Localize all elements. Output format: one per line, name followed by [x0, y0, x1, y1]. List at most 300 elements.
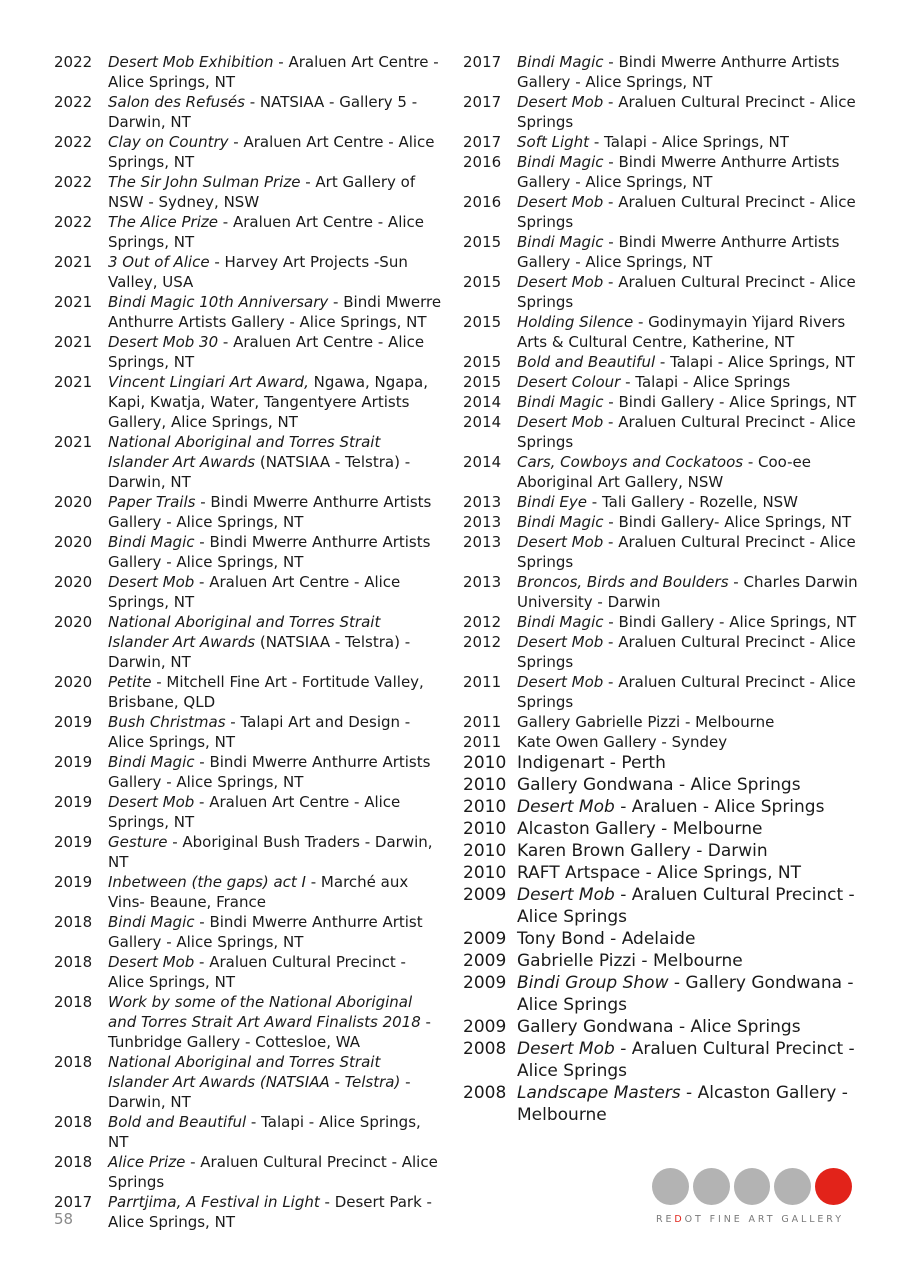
exhibition-entry: [463, 452, 863, 492]
exhibition-title: Bindi Magic: [108, 533, 195, 551]
exhibition-entry: [463, 950, 863, 972]
exhibition-title: Desert Mob: [517, 93, 604, 111]
page-number: 58: [54, 1210, 74, 1228]
exhibition-year: 2020: [54, 613, 93, 631]
exhibition-venue: - Godinymayin Yijard Rivers Arts & Cultural Centre, Katherine, NT: [517, 313, 846, 351]
exhibition-year: 2019: [54, 753, 93, 771]
exhibition-title: Landscape Masters: [517, 1083, 681, 1103]
exhibition-venue: - Araluen Cultural Precinct - Alice Springs, NT: [108, 953, 406, 991]
exhibition-year: 2015: [463, 373, 502, 391]
redot-gallery-logo: [652, 1168, 852, 1225]
exhibition-description: [108, 92, 442, 132]
exhibition-year: 2018: [54, 1153, 93, 1171]
exhibition-venue: - Bindi Mwerre Anthurre Artists Gallery - Alice Springs, NT: [108, 293, 442, 331]
exhibition-entry: [54, 292, 442, 332]
exhibition-year: 2021: [54, 293, 93, 311]
exhibition-title: Desert Mob: [517, 193, 604, 211]
exhibition-title: Vincent Lingiari Art Award,: [108, 373, 309, 391]
exhibition-year: 2020: [54, 573, 93, 591]
exhibition-entry: [463, 1038, 863, 1082]
exhibitions-column-left: [54, 52, 442, 1232]
exhibition-entry: [54, 1052, 442, 1112]
exhibition-title: Holding Silence: [517, 313, 634, 331]
exhibition-year: 2009: [463, 1017, 507, 1037]
exhibition-description: [108, 432, 442, 492]
exhibition-venue: - Araluen Art Centre - Alice Springs, NT: [108, 333, 425, 371]
exhibition-entry: [463, 352, 863, 372]
exhibition-venue: - Bindi Mwerre Anthurre Artists Gallery - Alice Springs, NT: [517, 233, 840, 271]
exhibition-venue: - Araluen Cultural Precinct - Alice Springs: [517, 885, 855, 927]
exhibition-title: The Alice Prize: [108, 213, 218, 231]
exhibition-venue: - Art Gallery of NSW - Sydney, NSW: [108, 173, 416, 211]
exhibition-entry: [463, 672, 863, 712]
exhibition-venue: - Desert Park - Alice Springs, NT: [108, 1193, 432, 1231]
exhibition-title: National Aboriginal and Torres Strait Islander Art Awards: [108, 433, 381, 471]
exhibition-year: 2017: [463, 53, 502, 71]
exhibition-year: 2021: [54, 333, 93, 351]
exhibition-title: Bush Christmas: [108, 713, 226, 731]
exhibition-description: [517, 572, 863, 612]
exhibition-description: [108, 172, 442, 212]
exhibition-venue: - Darwin, NT: [108, 1073, 411, 1111]
exhibition-description: [517, 712, 863, 732]
exhibition-description: [108, 612, 442, 672]
exhibition-description: [108, 1052, 442, 1112]
exhibition-year: 2008: [463, 1039, 507, 1059]
exhibition-description: [517, 862, 863, 884]
exhibition-description: [517, 840, 863, 862]
exhibition-entry: [54, 792, 442, 832]
exhibition-description: [517, 1082, 863, 1126]
exhibition-entry: [463, 818, 863, 840]
exhibition-venue: - Araluen Art Centre - Alice Springs, NT: [108, 573, 401, 611]
exhibition-entry: [463, 152, 863, 192]
exhibition-venue: Gabrielle Pizzi - Melbourne: [517, 951, 743, 971]
exhibition-year: 2021: [54, 433, 93, 451]
exhibition-venue: Ngawa, Ngapa, Kapi, Kwatja, Water, Tangentyere Artists Gallery, Alice Springs, NT: [108, 373, 428, 431]
exhibition-entry: [463, 232, 863, 272]
exhibition-description: [108, 912, 442, 952]
logo-dot-grey: [652, 1168, 689, 1205]
exhibition-description: [108, 752, 442, 792]
exhibition-description: [108, 332, 442, 372]
exhibition-description: [517, 412, 863, 452]
exhibition-entry: [463, 192, 863, 232]
logo-dot-grey: [774, 1168, 811, 1205]
exhibition-title: Work by some of the National Aboriginal and Torres Strait Art Award Finalists 2018: [108, 993, 421, 1031]
exhibition-description: [517, 152, 863, 192]
exhibition-description: [517, 732, 863, 752]
exhibition-year: 2022: [54, 213, 93, 231]
exhibition-description: [517, 1038, 863, 1082]
exhibition-description: [517, 672, 863, 712]
exhibition-description: [108, 832, 442, 872]
exhibition-entry: [463, 412, 863, 452]
exhibition-venue: - Araluen Cultural Precinct - Alice Springs: [517, 673, 856, 711]
exhibition-entry: [54, 612, 442, 672]
exhibition-description: [108, 672, 442, 712]
exhibition-year: 2021: [54, 373, 93, 391]
exhibition-title: Desert Mob: [517, 885, 615, 905]
exhibition-description: [517, 512, 863, 532]
exhibition-year: 2010: [463, 819, 507, 839]
exhibition-title: Desert Mob: [108, 953, 195, 971]
logo-wordmark: REDOT FINE ART GALLERY: [656, 1214, 844, 1225]
exhibition-venue: - Araluen - Alice Springs: [614, 797, 825, 817]
exhibition-title: Broncos, Birds and Boulders: [517, 573, 729, 591]
exhibition-entry: [463, 972, 863, 1016]
exhibition-title: Desert Mob: [517, 273, 604, 291]
exhibition-entry: [54, 532, 442, 572]
exhibition-description: [108, 212, 442, 252]
exhibition-entry: [54, 92, 442, 132]
exhibition-description: [517, 52, 863, 92]
exhibition-venue: - Bindi Gallery- Alice Springs, NT: [603, 513, 852, 531]
exhibition-title: Bindi Magic: [517, 233, 604, 251]
exhibition-title: Bindi Magic: [108, 753, 195, 771]
exhibition-description: [517, 492, 863, 512]
exhibition-year: 2010: [463, 753, 507, 773]
exhibition-entry: [463, 928, 863, 950]
exhibition-venue: - Araluen Cultural Precinct - Alice Springs: [517, 273, 856, 311]
exhibition-description: [517, 272, 863, 312]
exhibition-description: [108, 992, 442, 1052]
exhibition-year: 2015: [463, 273, 502, 291]
exhibition-venue: (NATSIAA - Telstra) - Darwin, NT: [108, 453, 411, 491]
exhibition-entry: [463, 512, 863, 532]
exhibition-entry: [54, 172, 442, 212]
exhibition-title: Salon des Refusés: [108, 93, 245, 111]
exhibition-year: 2015: [463, 233, 502, 251]
exhibition-title: Bindi Eye: [517, 493, 588, 511]
exhibition-year: 2022: [54, 173, 93, 191]
exhibition-year: 2021: [54, 253, 93, 271]
exhibition-description: [517, 532, 863, 572]
exhibition-year: 2017: [54, 1193, 93, 1211]
exhibition-description: [108, 532, 442, 572]
exhibition-entry: [54, 952, 442, 992]
exhibition-year: 2015: [463, 313, 502, 331]
exhibition-entry: [463, 272, 863, 312]
exhibition-title: Parrtjima, A Festival in Light: [108, 1193, 320, 1211]
exhibition-year: 2019: [54, 833, 93, 851]
exhibition-description: [108, 252, 442, 292]
exhibition-title: Soft Light: [517, 133, 590, 151]
exhibition-venue: - Talapi - Alice Springs, NT: [655, 353, 855, 371]
exhibition-year: 2020: [54, 673, 93, 691]
exhibition-entry: [463, 132, 863, 152]
exhibition-year: 2016: [463, 153, 502, 171]
exhibition-entry: [463, 840, 863, 862]
exhibition-venue: - Gallery Gondwana - Alice Springs: [517, 973, 854, 1015]
exhibition-description: [517, 192, 863, 232]
exhibition-year: 2013: [463, 573, 502, 591]
exhibition-title: Bindi Magic 10th Anniversary: [108, 293, 329, 311]
exhibition-venue: (NATSIAA - Telstra) - Darwin, NT: [108, 633, 411, 671]
exhibition-entry: [463, 752, 863, 774]
exhibition-year: 2009: [463, 929, 507, 949]
exhibition-description: [517, 372, 863, 392]
exhibition-venue: - Araluen Cultural Precinct - Alice Springs: [517, 413, 856, 451]
exhibition-title: National Aboriginal and Torres Strait Islander Art Awards: [108, 613, 381, 651]
exhibition-year: 2008: [463, 1083, 507, 1103]
exhibition-title: Desert Mob: [517, 413, 604, 431]
exhibition-entry: [54, 332, 442, 372]
exhibition-venue: - Talapi - Alice Springs: [620, 373, 791, 391]
exhibition-title: Desert Mob: [517, 633, 604, 651]
exhibition-entry: [463, 372, 863, 392]
exhibition-year: 2019: [54, 713, 93, 731]
exhibition-year: 2009: [463, 885, 507, 905]
exhibition-entry: [463, 52, 863, 92]
exhibition-year: 2018: [54, 1113, 93, 1131]
exhibition-entry: [54, 132, 442, 172]
exhibition-venue: - Araluen Art Centre - Alice Springs, NT: [108, 793, 401, 831]
exhibition-year: 2022: [54, 133, 93, 151]
exhibition-title: Bindi Magic: [517, 53, 604, 71]
exhibition-venue: Karen Brown Gallery - Darwin: [517, 841, 768, 861]
exhibition-year: 2022: [54, 93, 93, 111]
exhibition-year: 2020: [54, 493, 93, 511]
exhibition-title: Bold and Beautiful: [108, 1113, 247, 1131]
logo-dot-grey: [693, 1168, 730, 1205]
exhibition-description: [108, 572, 442, 612]
exhibition-description: [517, 612, 863, 632]
exhibition-entry: [54, 212, 442, 252]
exhibition-title: Desert Mob: [108, 793, 195, 811]
exhibition-venue: - Alcaston Gallery - Melbourne: [517, 1083, 848, 1125]
exhibition-year: 2019: [54, 873, 93, 891]
exhibition-venue: - Araluen Cultural Precinct - Alice Springs: [517, 1039, 855, 1081]
exhibition-entry: [54, 752, 442, 792]
exhibition-venue: - Tunbridge Gallery - Cottesloe, WA: [108, 1013, 431, 1051]
exhibition-entry: [54, 992, 442, 1052]
exhibition-title: Desert Mob Exhibition: [108, 53, 274, 71]
exhibition-venue: - Araluen Cultural Precinct - Alice Springs: [517, 633, 856, 671]
exhibition-description: [517, 92, 863, 132]
exhibition-year: 2011: [463, 733, 502, 751]
exhibition-venue: - Bindi Mwerre Anthurre Artists Gallery - Alice Springs, NT: [108, 493, 432, 531]
exhibition-description: [108, 952, 442, 992]
exhibition-entry: [54, 432, 442, 492]
exhibition-entry: [54, 712, 442, 752]
exhibition-venue: - Marché aux Vins- Beaune, France: [108, 873, 409, 911]
exhibition-year: 2015: [463, 353, 502, 371]
exhibition-description: [517, 312, 863, 352]
exhibition-title: The Sir John Sulman Prize: [108, 173, 301, 191]
exhibition-venue: - Araluen Cultural Precinct - Alice Springs: [517, 193, 856, 231]
exhibition-description: [517, 392, 863, 412]
exhibition-year: 2010: [463, 775, 507, 795]
exhibition-description: [108, 132, 442, 172]
exhibition-venue: - Bindi Mwerre Anthurre Artists Gallery - Alice Springs, NT: [517, 53, 840, 91]
exhibition-year: 2012: [463, 613, 502, 631]
exhibition-entry: [54, 52, 442, 92]
exhibition-venue: - Bindi Mwerre Anthurre Artists Gallery - Alice Springs, NT: [517, 153, 840, 191]
exhibition-title: Desert Mob: [517, 533, 604, 551]
exhibition-description: [517, 452, 863, 492]
exhibition-title: Desert Mob: [517, 797, 615, 817]
exhibition-venue: Alcaston Gallery - Melbourne: [517, 819, 763, 839]
exhibition-description: [517, 352, 863, 372]
exhibition-entry: [463, 732, 863, 752]
exhibition-year: 2013: [463, 493, 502, 511]
exhibition-venue: - Talapi - Alice Springs, NT: [108, 1113, 421, 1151]
exhibition-title: 3 Out of Alice: [108, 253, 210, 271]
exhibition-venue: - Bindi Mwerre Anthurre Artists Gallery - Alice Springs, NT: [108, 753, 431, 791]
exhibition-venue: - Bindi Gallery - Alice Springs, NT: [603, 393, 857, 411]
exhibition-venue: - Bindi Gallery - Alice Springs, NT: [603, 613, 857, 631]
exhibition-description: [108, 1112, 442, 1152]
exhibition-description: [517, 232, 863, 272]
exhibition-year: 2011: [463, 713, 502, 731]
exhibition-description: [108, 52, 442, 92]
exhibition-entry: [463, 1082, 863, 1126]
exhibition-title: Desert Mob: [517, 1039, 615, 1059]
exhibition-description: [108, 872, 442, 912]
exhibition-venue: - Harvey Art Projects -Sun Valley, USA: [108, 253, 408, 291]
exhibition-title: Bindi Magic: [517, 153, 604, 171]
exhibition-entry: [54, 1152, 442, 1192]
exhibition-title: Desert Mob 30: [108, 333, 219, 351]
exhibition-entry: [463, 312, 863, 352]
exhibition-venue: - Mitchell Fine Art - Fortitude Valley, Brisbane, QLD: [108, 673, 424, 711]
exhibition-entry: [54, 1112, 442, 1152]
exhibition-venue: Tony Bond - Adelaide: [517, 929, 696, 949]
exhibition-entry: [54, 672, 442, 712]
exhibition-venue: - Araluen Art Centre - Alice Springs, NT: [108, 53, 439, 91]
exhibition-entry: [463, 1016, 863, 1038]
exhibition-year: 2013: [463, 513, 502, 531]
exhibition-title: Inbetween (the gaps) act I: [108, 873, 306, 891]
exhibition-description: [517, 796, 863, 818]
exhibition-description: [108, 1192, 442, 1232]
exhibition-title: Bindi Magic: [108, 913, 195, 931]
exhibition-title: Cars, Cowboys and Cockatoos: [517, 453, 744, 471]
exhibition-description: [517, 1016, 863, 1038]
exhibition-entry: [54, 832, 442, 872]
exhibition-year: 2017: [463, 133, 502, 151]
exhibition-venue: - NATSIAA - Gallery 5 - Darwin, NT: [108, 93, 418, 131]
exhibition-description: [517, 972, 863, 1016]
exhibition-description: [517, 752, 863, 774]
exhibition-venue: - Bindi Mwerre Anthurre Artists Gallery - Alice Springs, NT: [108, 533, 431, 571]
exhibition-year: 2013: [463, 533, 502, 551]
exhibition-entry: [54, 252, 442, 292]
exhibition-year: 2022: [54, 53, 93, 71]
exhibition-entry: [54, 492, 442, 532]
exhibitions-column-right: [463, 52, 863, 1126]
exhibition-description: [108, 492, 442, 532]
exhibition-description: [517, 818, 863, 840]
exhibition-year: 2011: [463, 673, 502, 691]
exhibition-venue: - Araluen Cultural Precinct - Alice Springs: [517, 533, 856, 571]
exhibition-title: Desert Colour: [517, 373, 621, 391]
exhibition-entry: [463, 92, 863, 132]
exhibition-description: [108, 1152, 442, 1192]
exhibition-description: [108, 792, 442, 832]
exhibition-venue: - Tali Gallery - Rozelle, NSW: [587, 493, 799, 511]
exhibition-title: Bindi Magic: [517, 513, 604, 531]
exhibition-year: 2009: [463, 973, 507, 993]
exhibition-entry: [54, 912, 442, 952]
exhibition-entry: [463, 612, 863, 632]
exhibition-year: 2010: [463, 797, 507, 817]
exhibition-title: Bindi Magic: [517, 613, 604, 631]
exhibition-venue: - Araluen Art Centre - Alice Springs, NT: [108, 213, 425, 251]
exhibition-description: [517, 774, 863, 796]
exhibition-year: 2019: [54, 793, 93, 811]
exhibition-year: 2010: [463, 841, 507, 861]
logo-dots: [652, 1168, 852, 1205]
exhibition-title: Desert Mob: [108, 573, 195, 591]
exhibition-entry: [463, 796, 863, 818]
exhibition-year: 2014: [463, 393, 502, 411]
exhibition-year: 2014: [463, 453, 502, 471]
exhibition-description: [517, 928, 863, 950]
exhibition-venue: - Bindi Mwerre Anthurre Artist Gallery - Alice Springs, NT: [108, 913, 423, 951]
exhibition-title: Alice Prize: [108, 1153, 186, 1171]
exhibition-venue: - Talapi - Alice Springs, NT: [589, 133, 789, 151]
exhibition-venue: Gallery Gondwana - Alice Springs: [517, 775, 801, 795]
exhibition-entry: [463, 862, 863, 884]
exhibition-year: 2018: [54, 913, 93, 931]
exhibition-entry: [54, 1192, 442, 1232]
exhibition-venue: Gallery Gondwana - Alice Springs: [517, 1017, 801, 1037]
exhibition-title: Petite: [108, 673, 152, 691]
exhibition-venue: Kate Owen Gallery - Syndey: [517, 733, 728, 751]
exhibition-venue: - Araluen Cultural Precinct - Alice Springs: [108, 1153, 438, 1191]
exhibition-venue: - Araluen Art Centre - Alice Springs, NT: [108, 133, 435, 171]
exhibition-title: Paper Trails: [108, 493, 196, 511]
exhibition-entry: [463, 774, 863, 796]
exhibition-description: [108, 372, 442, 432]
exhibition-venue: - Coo-ee Aboriginal Art Gallery, NSW: [517, 453, 812, 491]
exhibition-entry: [463, 492, 863, 512]
exhibition-description: [517, 632, 863, 672]
exhibition-title: Gesture: [108, 833, 168, 851]
exhibition-entry: [463, 632, 863, 672]
exhibition-venue: - Talapi Art and Design - Alice Springs, NT: [108, 713, 411, 751]
exhibition-venue: Indigenart - Perth: [517, 753, 666, 773]
exhibition-description: [108, 292, 442, 332]
exhibition-venue: - Aboriginal Bush Traders - Darwin, NT: [108, 833, 433, 871]
exhibition-year: 2009: [463, 951, 507, 971]
exhibition-year: 2017: [463, 93, 502, 111]
exhibition-title: Bindi Magic: [517, 393, 604, 411]
exhibition-entry: [463, 532, 863, 572]
exhibition-venue: - Araluen Cultural Precinct - Alice Springs: [517, 93, 856, 131]
exhibition-title: Clay on Country: [108, 133, 229, 151]
exhibition-entry: [463, 392, 863, 412]
exhibition-year: 2020: [54, 533, 93, 551]
exhibition-title: National Aboriginal and Torres Strait Islander Art Awards (NATSIAA - Telstra): [108, 1053, 401, 1091]
exhibition-year: 2018: [54, 993, 93, 1011]
exhibition-entry: [463, 884, 863, 928]
exhibition-venue: Gallery Gabrielle Pizzi - Melbourne: [517, 713, 775, 731]
exhibition-year: 2012: [463, 633, 502, 651]
exhibition-description: [108, 712, 442, 752]
exhibition-venue: RAFT Artspace - Alice Springs, NT: [517, 863, 802, 883]
exhibition-description: [517, 950, 863, 972]
exhibition-entry: [54, 872, 442, 912]
exhibition-year: 2018: [54, 953, 93, 971]
exhibition-title: Bold and Beautiful: [517, 353, 656, 371]
exhibition-entry: [463, 712, 863, 732]
exhibition-entry: [54, 372, 442, 432]
exhibition-title: Bindi Group Show: [517, 973, 669, 993]
exhibition-year: 2014: [463, 413, 502, 431]
